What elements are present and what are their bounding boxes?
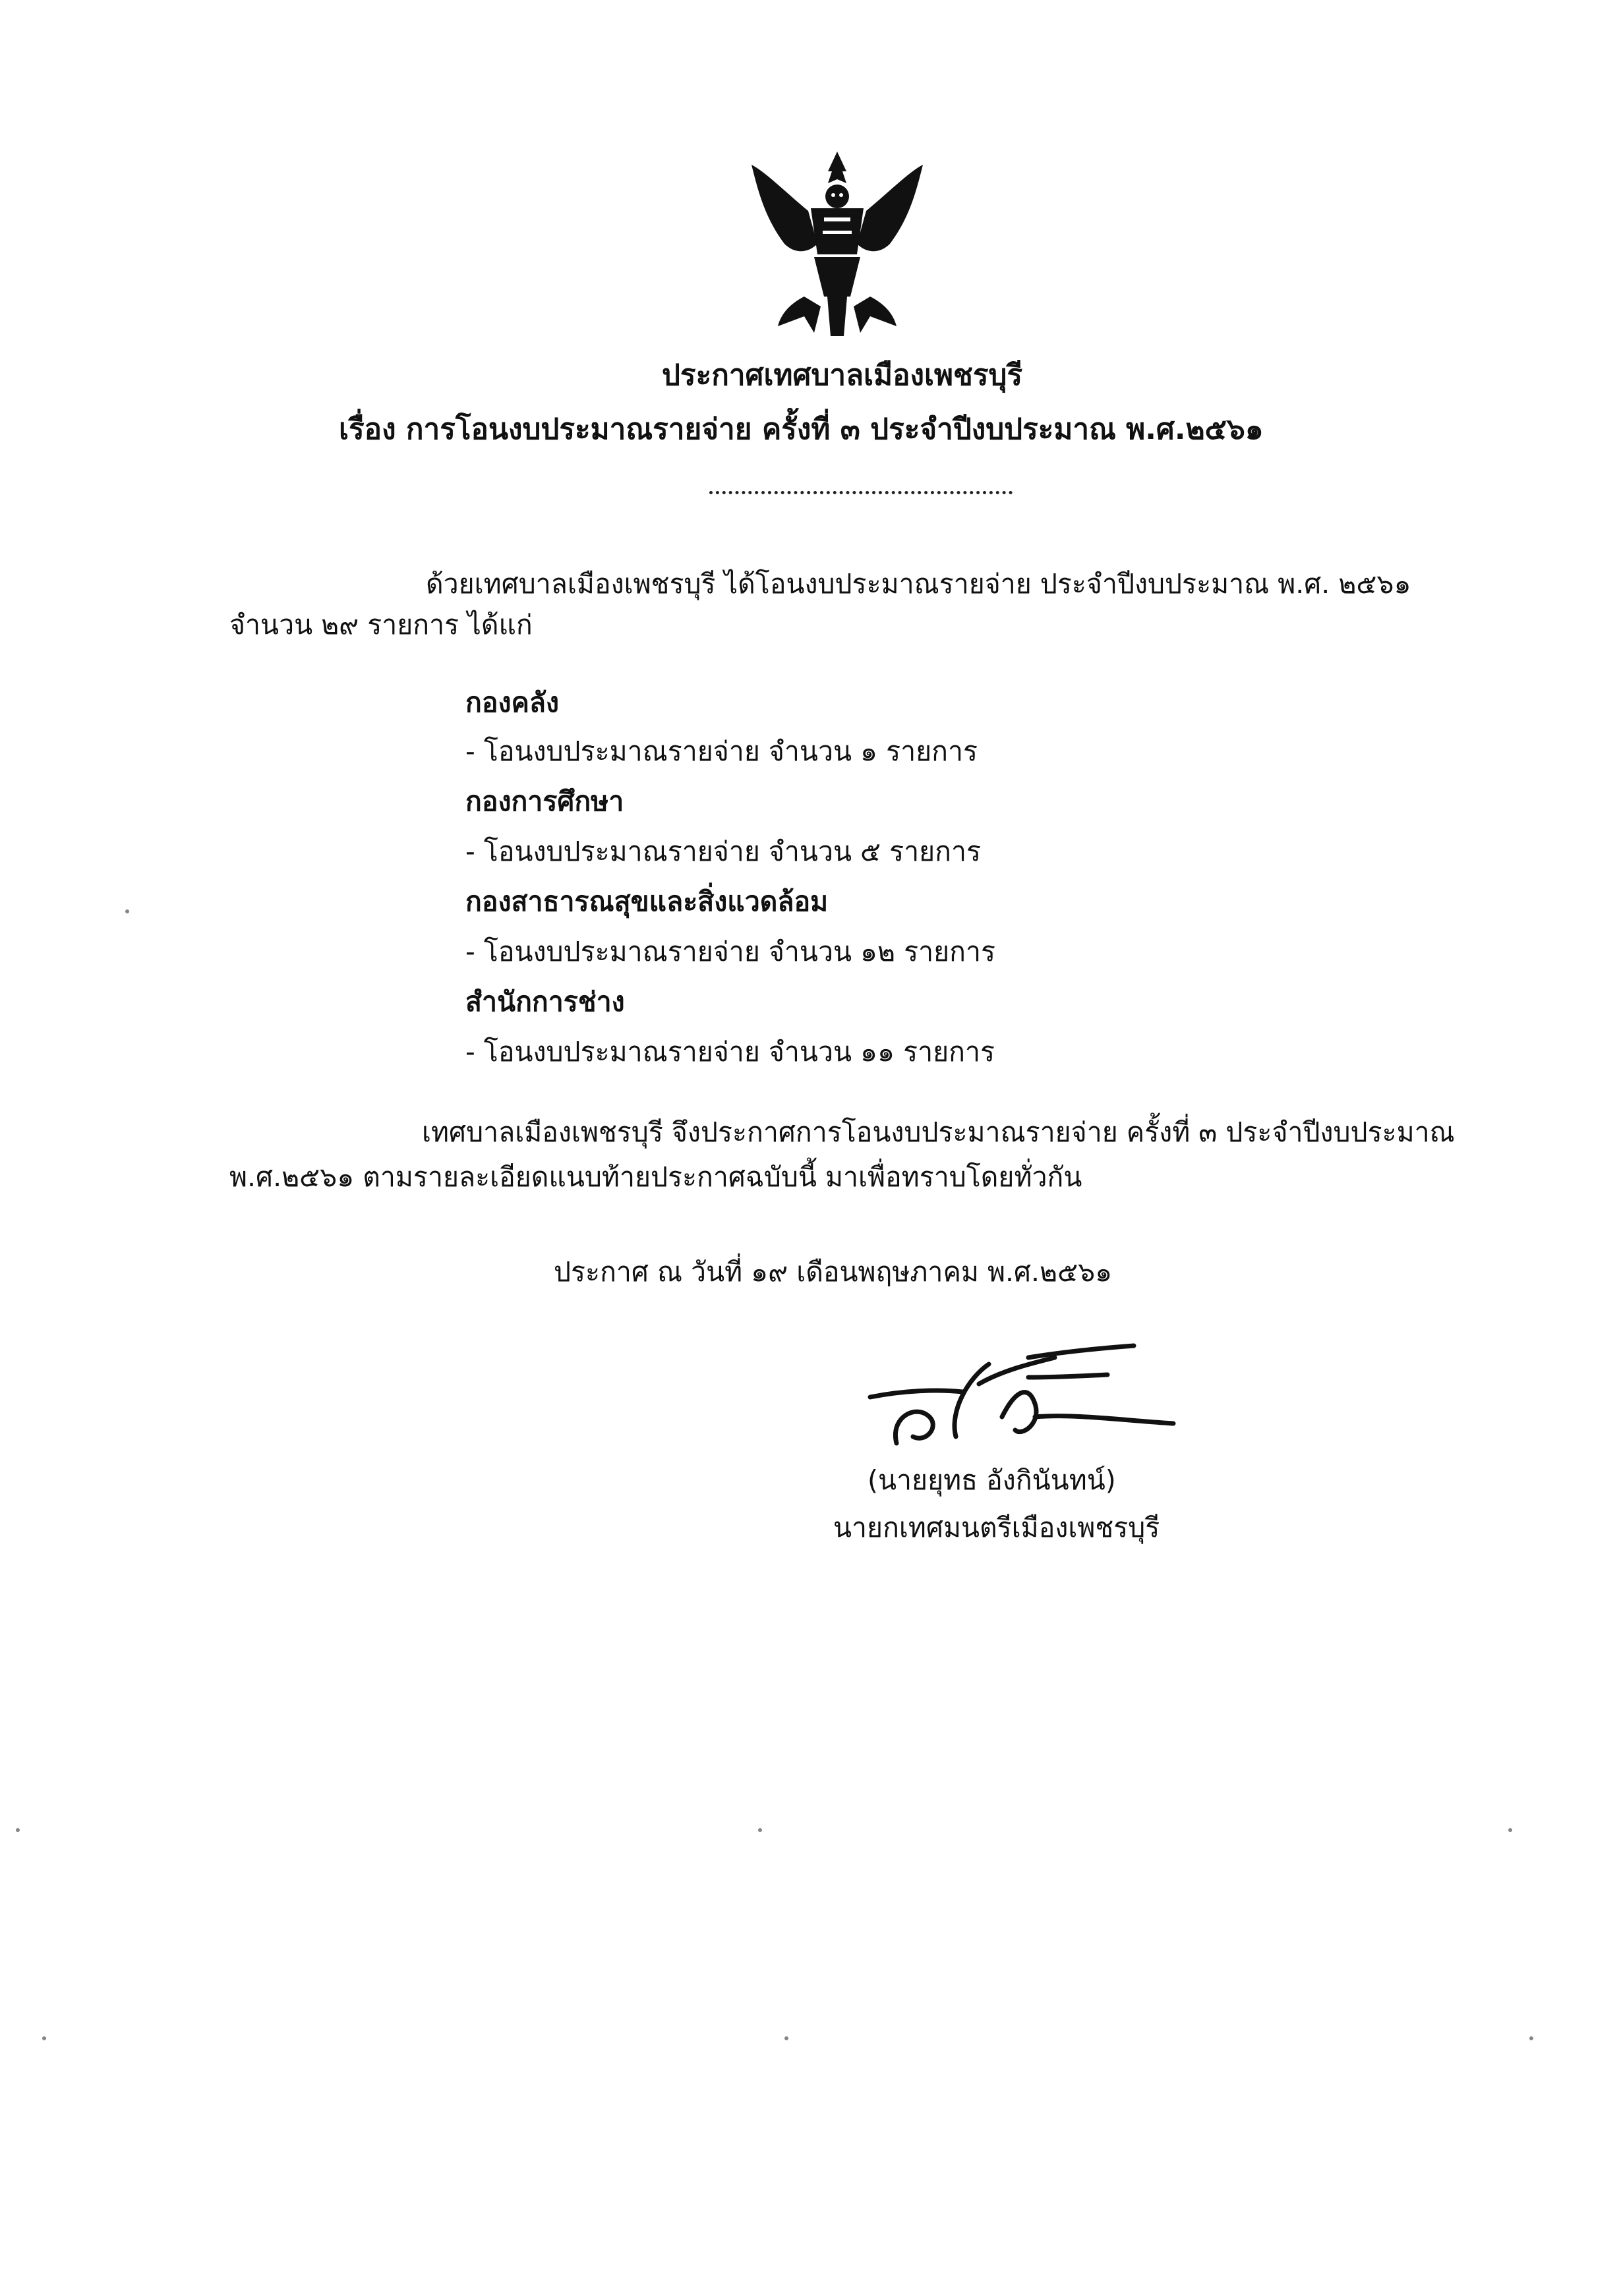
- closing-line-1: เทศบาลเมืองเพชรบุรี จึงประกาศการโอนงบประมาณรายจ่าย ครั้งที่ ๓ ประจำปีงบประมาณ: [422, 1116, 1455, 1148]
- announcement-subject: เรื่อง การโอนงบประมาณรายจ่าย ครั้งที่ ๓ ประจำปีงบประมาณ พ.ศ.๒๕๖๑: [339, 413, 1264, 446]
- scan-speck: [16, 1828, 20, 1832]
- scan-speck: [1508, 1828, 1512, 1832]
- department-detail: - โอนงบประมาณรายจ่าย จำนวน ๑๒ รายการ: [465, 936, 996, 967]
- department-detail: - โอนงบประมาณรายจ่าย จำนวน ๑๑ รายการ: [465, 1036, 995, 1068]
- scan-speck: [784, 2036, 788, 2040]
- signature-image: [857, 1338, 1200, 1456]
- signatory-position: นายกเทศมนตรีเมืองเพชรบุรี: [833, 1512, 1160, 1543]
- scan-speck: [1529, 2036, 1533, 2040]
- scan-speck: [758, 1828, 762, 1832]
- department-name: กองสาธารณสุขและสิ่งแวดล้อม: [465, 886, 829, 917]
- signatory-name: (นายยุทธ อังกินันทน์): [868, 1464, 1116, 1496]
- department-detail: - โอนงบประมาณรายจ่าย จำนวน ๕ รายการ: [465, 836, 982, 867]
- department-detail: - โอนงบประมาณรายจ่าย จำนวน ๑ รายการ: [465, 735, 978, 767]
- intro-line-1: ด้วยเทศบาลเมืองเพชรบุรี ได้โอนงบประมาณรายจ่าย ประจำปีงบประมาณ พ.ศ. ๒๕๖๑: [426, 568, 1411, 600]
- scan-speck: [42, 2036, 46, 2040]
- closing-line-2: พ.ศ.๒๕๖๑ ตามรายละเอียดแนบท้ายประกาศฉบับนี้ มาเพื่อทราบโดยทั่วกัน: [229, 1161, 1082, 1193]
- title-divider: [709, 491, 1013, 494]
- scan-speck: [125, 909, 129, 913]
- intro-line-2: จำนวน ๒๙ รายการ ได้แก่: [229, 609, 533, 641]
- department-name: สำนักการช่าง: [465, 986, 625, 1018]
- announcement-date: ประกาศ ณ วันที่ ๑๙ เดือนพฤษภาคม พ.ศ.๒๕๖๑: [554, 1256, 1113, 1288]
- garuda-emblem-icon: [745, 145, 929, 343]
- department-name: กองคลัง: [465, 687, 560, 718]
- announcement-title: ประกาศเทศบาลเมืองเพชรบุรี: [662, 359, 1023, 392]
- department-name: กองการศึกษา: [465, 786, 624, 817]
